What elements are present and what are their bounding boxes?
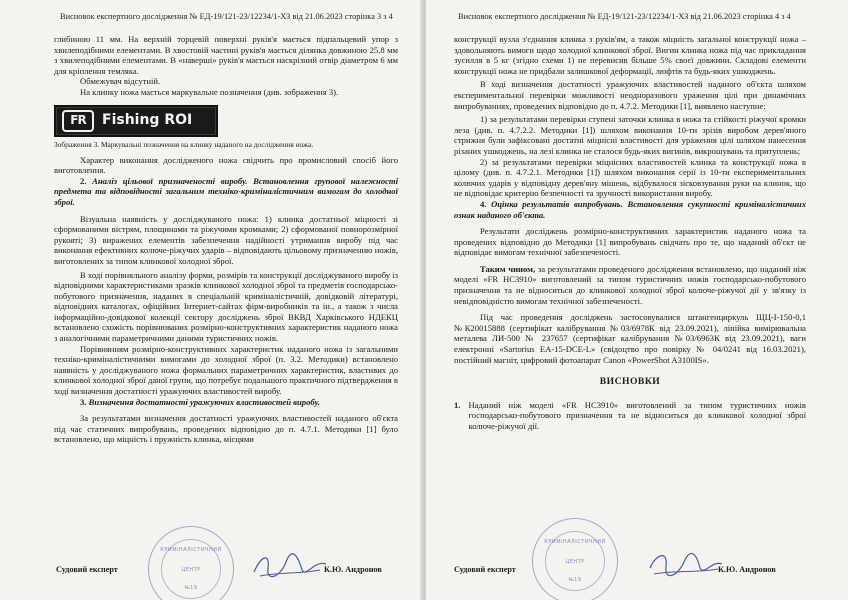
stamp-lettering: ЦЕНТР xyxy=(181,567,201,573)
section-heading xyxy=(454,199,806,220)
paragraph: глибиною 11 мм. На верхній торцевій поверхні руків'я мається підпальцевий упор з хвилеподібними елементами. В хвостовій частині руків'я мається ділянка довжиною 25,8 мм з хвилеподібними елементами. В «навершi» руків'я мається наскрізний отвір діаметром 6 мм для кріплення темляка. xyxy=(54,34,398,76)
expert-role: Судовий експерт xyxy=(56,565,118,574)
logo-text: Fishing ROI xyxy=(102,112,193,129)
page-header: Висновок експертного дослідження № ЕД-19/121-23/12234/1-ХЗ від 21.06.2023 сторінка 4 з 4 xyxy=(458,12,791,21)
paragraph: В ході визначення достатності уражуючих властивостей наданого об'єкта шляхом експериментальної перевірки можливості неодноразового ураження цілі при динамічних випробуваннях, проведених відповідно до п. 4.7.2. Методики [1], виявлено наступне: xyxy=(454,79,806,111)
paragraph: На клинку ножа мається маркувальне позначення (див. зображення 3). xyxy=(80,86,339,97)
expert-name: К.Ю. Андронов xyxy=(718,565,776,574)
conclusion-text: Наданий ніж моделі «FR HC3910» виготовлений за типом туристичних ножів господарсько-побутового призначення та не відноситься до клинкової холодної зброї колюче-ріжучої дії. xyxy=(468,399,806,431)
signature xyxy=(250,550,330,582)
section-title: Оцінка результатів випробувань. Встановлення сукупності криміналістичних ознак наданого об'єкта. xyxy=(454,198,806,220)
emphasis: Таким чином, xyxy=(480,263,536,274)
expert-name: К.Ю. Андронов xyxy=(324,565,382,574)
stamp-lettering: КРИМІНАЛІСТИЧНИЙ xyxy=(544,539,606,545)
list-item: 2) за результатами перевірки міцнісних властивостей клинка та конструкції ножа в цілому (див. п. 4.7.2.1. Методики [1]) шляхом виконання серії із 10-ти експериментальних колючих ударів у відповідну дерев'яну мішень, відбувалося зісковзування руки на клинок, що не відповідає критерію безпечності та зручності використання виробу. xyxy=(454,156,806,199)
paragraph: Характер виконання дослідженого ножа свідчить про промисловий спосіб його виготовлення. xyxy=(54,154,398,176)
conclusion-number: 1. xyxy=(454,399,461,410)
section-number: 2. xyxy=(80,175,87,186)
official-stamp xyxy=(148,526,234,600)
stamp-lettering: №19 xyxy=(184,585,198,591)
section-title: Аналіз цільової призначеності виробу. Встановлення групової належності предмета та відповідності загальним техніко-криміналістичним вимогам до холодної зброї. xyxy=(54,175,398,207)
paragraph: В ході порівняльного аналізу форми, розмірів та конструкції досліджуваного виробу із відповідними характеристиками зразків клинкової холодної зброї та предметів господарсько-побутового призначення, наданих в спеціальній криміналістичній, довідковій літературі, відповідних каталогах, офіційних Інтернет-сайтах фірм-виробників та ін., а також з числа інформаційно-довідкової колекції сектору досліджень зброї ВКВД Харківського НДЕКЦ встановлено схожість порівнюваних розмірно-конструктивних характеристик наданого ножа з аналогічними параметричними даними туристичних ножів. xyxy=(54,269,398,344)
section-number: 3. xyxy=(80,396,87,407)
stamp-lettering: ЦЕНТР xyxy=(565,559,585,565)
section-number: 4. xyxy=(480,198,487,209)
section-heading xyxy=(54,397,398,408)
paragraph: Під час проведення досліджень застосовувалися штангенциркуль ЩЦ-І-150-0,1 №К20015888 (сертифікат калібрування №03/6978К від 23.09.2021), лінійка вимірювальна металева ЛИ-500 № 237657 (сертифікат калібрування №03/6963К від 23.09.2021), ваги електронні «Sartorius EA-15-DCE-L» (свідоцтво про повірку № 04/0241 від 16.03.2021), постійний магніт, цифровий фотоапарат Canon «PowerShot A3100IS». xyxy=(454,312,806,365)
paragraph-text: за результатами проведеного дослідження встановлено, що наданий ніж моделі «FR HC3910» виготовлений за типом туристичних ножів господарсько-побутового призначення та не відноситься до клинкової холодної зброї колюче-ріжучої дії у зв'язку із невідповідністю вимогам технічної забезпеченості. xyxy=(454,263,806,306)
marking-image xyxy=(54,105,398,149)
stamp-lettering: КРИМІНАЛІСТИЧНИЙ xyxy=(160,547,222,553)
section-title: Визначення достатності уражуючих властивостей виробу. xyxy=(88,396,320,407)
paragraph: конструкції вузла з'єднання клинка з руків'ям, а також міцність загальної конструкції ножа – здовольняють вимоги щодо холодної клинкової зброї. Вигин клинка ножа під час прикладання зусилля в 5 кг (згідно схеми 1) не перевисив більше 5% своєї довжини. Складові елементи конструкції ножа не придбали залишкової деформації, люфтів та будь-яких ушкоджень. xyxy=(454,34,806,76)
document-page-right xyxy=(426,0,848,600)
page-body xyxy=(54,34,398,445)
fishing-roi-logo xyxy=(54,105,218,137)
expert-role: Судовий експерт xyxy=(454,565,516,574)
conclusions-heading: ВИСНОВКИ xyxy=(599,376,661,388)
paragraph: Порівнянням розмірно-конструктивних характеристик наданого ножа із загальними техніко-криміналістичними вимогами до холодної зброї (п. 3.2. Методики) встановлено наявність у досліджуваного ножа формальних параметричних характеристик, властивих до клинкової холодної зброї даної групи, що потребує подальшого практичного підтвердження в ході визначення достатності уражуючих властивостей виробу. xyxy=(54,343,398,397)
list-item: 1) за результатами перевірки ступені заточки клинка в ножа та стійкості ріжучої кромки леза (див. п. 4.7.2.2. Методики [1]) шляхом виконання 10-ти зрізів виробом дерев'яного стрижня були зафіксовані достатні міцнісні властивості для ураження цілі шляхом нанесення різаних ушкоджень, на лезі клинка не сталося будь-яких вигинів, викрошувань та притуплень; xyxy=(454,114,806,156)
logo-mark: FR xyxy=(62,110,94,132)
stamp-lettering: №19 xyxy=(568,577,582,583)
section-heading xyxy=(54,176,398,208)
official-stamp xyxy=(532,518,618,600)
paragraph: За результатами визначення достатності уражуючих властивостей наданого об'єкта під час статичних випробувань, проведених відповідно до п. 4.7.1. Методики [1] було встановлено, що міцність і пружність клинка, місцями xyxy=(54,413,398,445)
paragraph xyxy=(454,264,806,306)
paragraph: Результати досліджень розмірно-конструктивних характеристик наданого ножа та проведених відповідно до Методики [1] випробувань свідчать про те, що наданий об'єкт не відповідає вимогам технічної забезпеченості. xyxy=(454,226,806,258)
signature xyxy=(646,548,726,580)
conclusion-item xyxy=(454,400,806,432)
page-header: Висновок експертного дослідження № ЕД-19/121-23/12234/1-ХЗ від 21.06.2023 сторінка 3 з 4 xyxy=(60,12,393,21)
paragraph: Обмежувач відсутній. xyxy=(80,76,161,87)
paragraph: Візуальна наявність у досліджуваного ножа: 1) клинка достатньої міцності зі сформованими вістрям, площинами та ріжучими кромками; 2) сформованої повнорозмірної рукояті; 3) виражених елементів забезпечення надійності утримання виробу під час виконання ефективних колюче-ріжучих ударів – відповідають цільовому призначенню ножів, виготовлених за типом клинкової холодної зброї. xyxy=(54,213,398,266)
image-caption: Зображення 3. Маркувальні позначення на клинку наданого на дослідження ножа. xyxy=(54,139,314,149)
page-body xyxy=(454,34,806,432)
